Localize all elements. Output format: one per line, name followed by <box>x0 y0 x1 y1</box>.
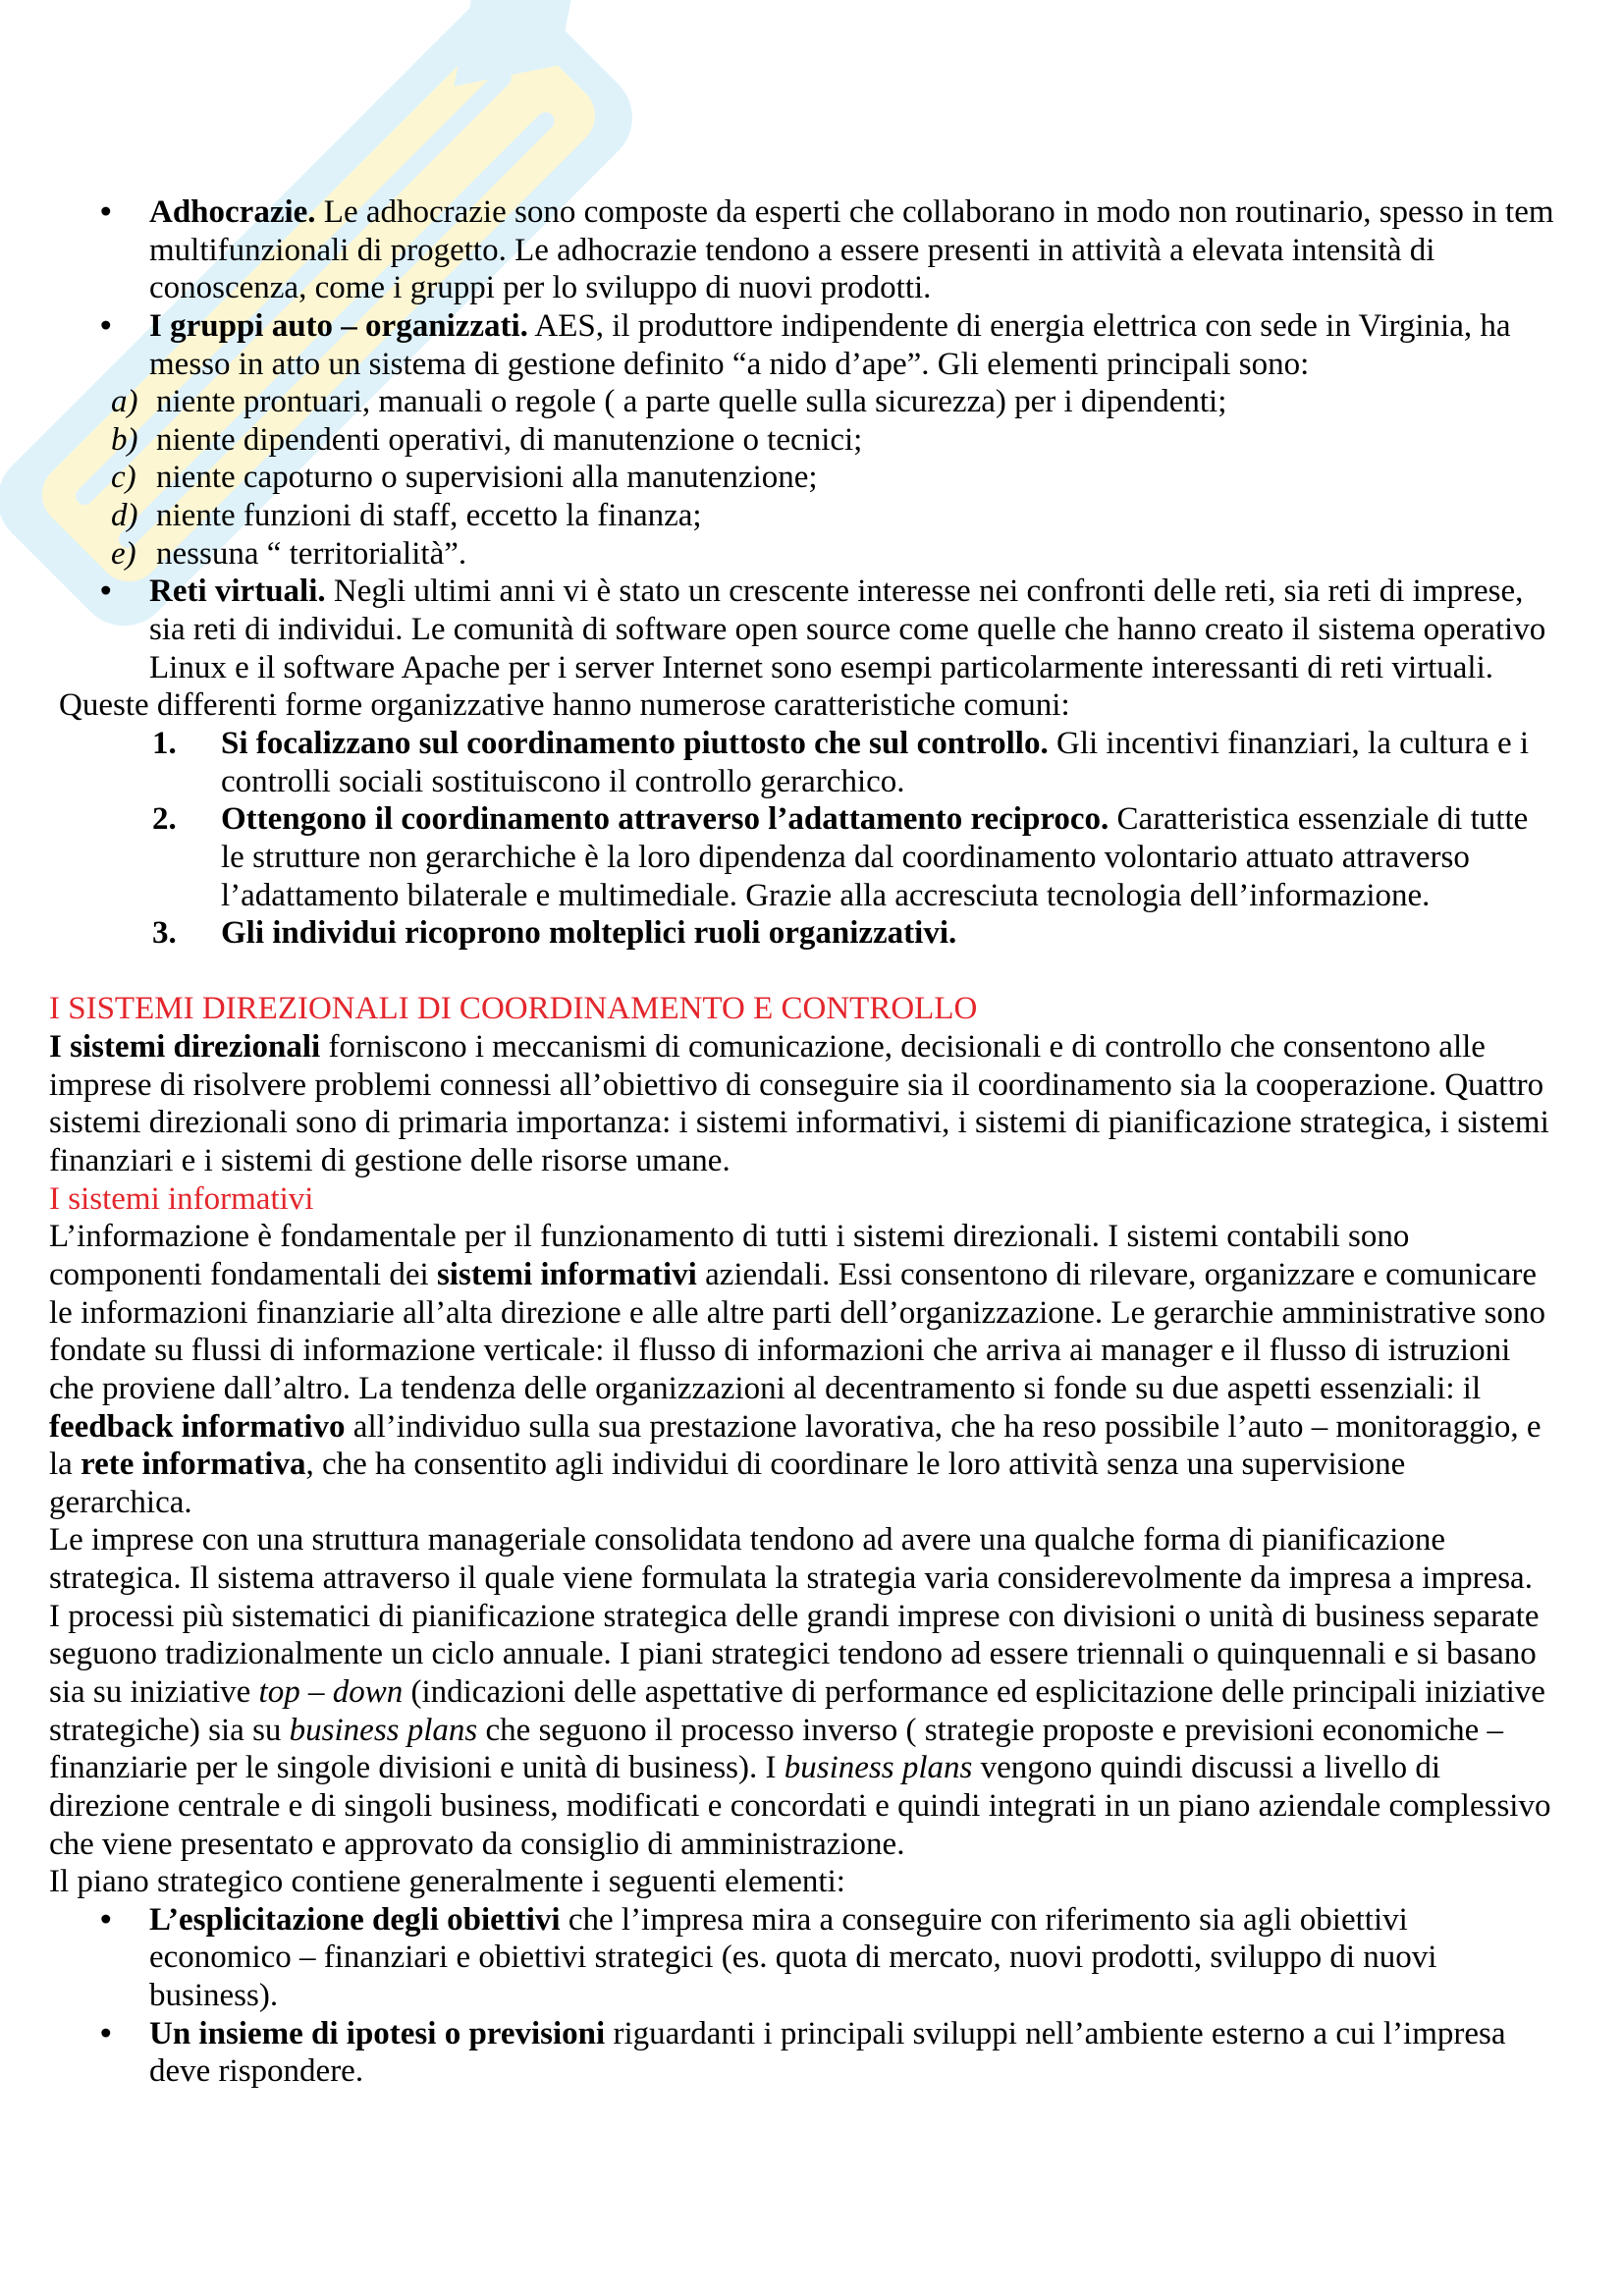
text-segment: l’adattamento bilaterale e multimediale. Grazie alla accresciuta tecnologia dell’informazione. <box>221 877 1431 913</box>
text-segment: nessuna “ territorialità”. <box>156 535 467 572</box>
text-line <box>0 1256 1623 1294</box>
text-line <box>0 1142 1623 1180</box>
text-segment: niente capoturno o supervisioni alla manutenzione; <box>156 460 818 496</box>
text-segment: sia su iniziative <box>49 1673 259 1710</box>
bullet-icon: • <box>100 194 112 230</box>
term-adhocrazie: Adhocrazie. <box>149 194 316 230</box>
text-segment: che l’impresa mira a conseguire con riferimento sia agli obiettivi <box>560 1901 1408 1938</box>
text-segment: le strutture non gerarchiche è la loro dipendenza dal coordinamento volontario attuato attraverso <box>221 839 1470 875</box>
text-segment: che seguono il processo inverso ( strategie proposte e previsioni economiche – <box>477 1712 1503 1748</box>
text-segment: messo in atto un sistema di gestione definito “a nido d’ape”. Gli elementi principali sono: <box>149 346 1310 382</box>
text-segment: L’informazione è fondamentale per il funzionamento di tutti i sistemi direzionali. I sistemi contabili sono <box>49 1219 1410 1255</box>
text-segment: (indicazioni delle aspettative di performance ed esplicitazione delle principali iniziative <box>403 1673 1545 1710</box>
text-segment: aziendali. Essi consentono di rilevare, organizzare e comunicare <box>696 1256 1538 1292</box>
text-segment: all’individuo sulla sua prestazione lavorativa, che ha reso possibile l’auto – monitoraggio, e <box>345 1408 1542 1445</box>
text-segment: economico – finanziari e obiettivi strategici (es. quota di mercato, nuovi prodotti, sviluppo di nuovi <box>149 1940 1437 1976</box>
text-segment: I processi più sistematici di pianificazione strategica delle grandi imprese con divisioni o unità di business separate <box>49 1598 1540 1634</box>
text-line <box>0 1484 1623 1522</box>
text-segment: componenti fondamentali dei <box>49 1256 437 1292</box>
text-line <box>0 1598 1623 1636</box>
text-segment: Le adhocrazie sono composte da esperti che collaborano in modo non routinario, spesso in tem <box>315 194 1554 230</box>
term-ipotesi: Un insieme di ipotesi o previsioni <box>149 2015 606 2051</box>
text-segment: controlli sociali sostituiscono il controllo gerarchico. <box>221 763 905 799</box>
sub-list-item <box>0 459 1623 497</box>
emphasis-top-down: top – down <box>258 1673 404 1710</box>
text-segment: niente funzioni di staff, eccetto la finanza; <box>156 498 702 534</box>
text-segment: riguardanti i principali sviluppi nell’ambiente esterno a cui l’impresa <box>605 2015 1506 2051</box>
text-line <box>0 1559 1623 1598</box>
text-line <box>0 1408 1623 1447</box>
text-segment: deve rispondere. <box>149 2053 364 2090</box>
sub-list-item <box>0 535 1623 574</box>
section-heading <box>0 990 1623 1028</box>
text-segment: multifunzionali di progetto. Le adhocrazie tendono a essere presenti in attività a elevata intensità di <box>149 232 1435 268</box>
section-heading-text: I SISTEMI DIREZIONALI DI COORDINAMENTO E CONTROLLO <box>49 991 978 1027</box>
list-item-obiettivi <box>0 1901 1623 1940</box>
blank-line <box>0 953 1623 991</box>
term-obiettivi: L’esplicitazione degli obiettivi <box>149 1901 561 1938</box>
text-segment: forniscono i meccanismi di comunicazione, decisionali e di controllo che consentono alle <box>320 1029 1486 1066</box>
paragraph-intro <box>0 686 1623 725</box>
text-line <box>0 839 1623 877</box>
emphasis-business-plans: business plans <box>289 1712 478 1748</box>
item-number: 1. <box>152 725 177 761</box>
text-segment: Il piano strategico contiene generalmente i seguenti elementi: <box>49 1864 845 1900</box>
list-item-adhocrazie <box>0 193 1623 232</box>
text-line <box>0 1521 1623 1559</box>
text-line <box>0 1863 1623 1901</box>
text-segment: direzione centrale e di singoli business, modificati e concordati e quindi integrati in un piano aziendale complessivo <box>49 1787 1551 1824</box>
text-line <box>0 2052 1623 2091</box>
bullet-icon: • <box>100 2015 112 2051</box>
item-title: Ottengono il coordinamento attraverso l’adattamento reciproco. <box>221 801 1109 838</box>
text-segment: Linux e il software Apache per i server Internet sono esempi particolarmente interessanti di reti virtuali. <box>149 649 1494 685</box>
term-sistemi-direzionali: I sistemi direzionali <box>49 1029 321 1066</box>
text-segment: seguono tradizionalmente un ciclo annuale. I piani strategici tendono ad essere triennali o quinquennali e si basano <box>49 1636 1537 1672</box>
sub-list-item <box>0 497 1623 535</box>
text-segment: finanziarie per le singole divisioni e unità di business). I <box>49 1750 784 1786</box>
text-segment: la <box>49 1447 81 1483</box>
text-segment: business). <box>149 1978 279 2014</box>
bullet-icon: • <box>100 1901 112 1938</box>
item-number: 3. <box>152 915 177 952</box>
sub-list-label: c) <box>111 460 136 496</box>
item-number: 2. <box>152 801 177 838</box>
text-segment: gerarchica. <box>49 1484 192 1520</box>
term-reti: Reti virtuali. <box>149 574 326 610</box>
text-segment: sia reti di individui. Le comunità di software open source come quelle che hanno creato il sistema operativo <box>149 612 1546 648</box>
text-segment: AES, il produttore indipendente di energia elettrica con sede in Virginia, ha <box>527 307 1511 344</box>
text-segment: imprese di risolvere problemi connessi all’obiettivo di conseguire sia il coordinamento sia la cooperazione. Quattro <box>49 1066 1544 1103</box>
item-title: Gli individui ricoprono molteplici ruoli organizzativi. <box>221 915 957 952</box>
bullet-icon: • <box>100 307 112 344</box>
subsection-heading-text: I sistemi informativi <box>49 1180 314 1217</box>
text-line <box>0 1104 1623 1142</box>
text-line <box>0 1826 1623 1864</box>
bullet-icon: • <box>100 574 112 610</box>
text-segment: Le imprese con una struttura manageriale consolidata tendono ad avere una qualche forma di pianificazione <box>49 1522 1446 1558</box>
subsection-heading <box>0 1180 1623 1219</box>
text-line <box>0 1446 1623 1484</box>
sub-list-item <box>0 421 1623 460</box>
text-line <box>0 1673 1623 1712</box>
text-line <box>0 763 1623 801</box>
text-segment: sistemi direzionali sono di primaria importanza: i sistemi informativi, i sistemi di pianificazione strategica, i sistemi <box>49 1105 1549 1141</box>
document-body <box>0 193 1623 2091</box>
text-line <box>0 346 1623 384</box>
item-title: Si focalizzano sul coordinamento piuttosto che sul controllo. <box>221 725 1049 761</box>
text-segment: strategiche) sia su <box>49 1712 290 1748</box>
text-segment: le informazioni finanziarie all’alta direzione e alle altre parti dell’organizzazione. Le gerarchie amministrative sono <box>49 1294 1545 1331</box>
text-segment: Caratteristica essenziale di tutte <box>1109 801 1529 838</box>
text-line <box>0 1370 1623 1408</box>
text-line <box>0 1066 1623 1105</box>
numbered-item <box>0 725 1623 763</box>
text-segment: strategica. Il sistema attraverso il quale viene formulata la strategia varia considerevolmente da impresa a impresa. <box>49 1560 1533 1597</box>
text-segment: finanziari e i sistemi di gestione delle risorse umane. <box>49 1143 730 1179</box>
text-line <box>0 269 1623 307</box>
text-line <box>0 649 1623 687</box>
sub-list-label: b) <box>111 421 138 458</box>
text-line <box>0 1712 1623 1750</box>
text-line <box>0 1787 1623 1826</box>
text-line <box>0 1977 1623 2015</box>
text-segment: che proviene dall’altro. La tendenza delle organizzazioni al decentramento si fonde su due aspetti essenziali: il <box>49 1370 1482 1406</box>
text-line <box>0 1218 1623 1256</box>
text-line <box>0 1635 1623 1673</box>
text-segment: , che ha consentito agli individui di coordinare le loro attività senza una supervisione <box>305 1447 1406 1483</box>
numbered-item <box>0 800 1623 839</box>
sub-list-label: e) <box>111 535 136 572</box>
text-segment: conoscenza, come i gruppi per lo sviluppo di nuovi prodotti. <box>149 270 932 306</box>
term-rete-informativa: rete informativa <box>81 1447 306 1483</box>
list-item-ipotesi <box>0 2015 1623 2053</box>
text-segment: che viene presentato e approvato da consiglio di amministrazione. <box>49 1826 905 1862</box>
text-segment: niente prontuari, manuali o regole ( a parte quelle sulla sicurezza) per i dipendenti; <box>156 384 1227 420</box>
text-line <box>0 1332 1623 1370</box>
text-segment: fondate su flussi di informazione verticale: il flusso di informazioni che arriva ai manager e il flusso di istruzioni <box>49 1333 1511 1369</box>
text-line <box>0 232 1623 270</box>
text-segment: vengono quindi discussi a livello di <box>972 1750 1440 1786</box>
text-line <box>0 1939 1623 1977</box>
text-line <box>0 1028 1623 1066</box>
text-segment: Gli incentivi finanziari, la cultura e i <box>1048 725 1530 761</box>
text-segment: niente dipendenti operativi, di manutenzione o tecnici; <box>156 421 863 458</box>
text-line <box>0 1294 1623 1333</box>
term-feedback-informativo: feedback informativo <box>49 1408 346 1445</box>
text-line <box>0 1749 1623 1787</box>
sub-list-label: a) <box>111 384 138 420</box>
text-segment: Queste differenti forme organizzative hanno numerose caratteristiche comuni: <box>59 687 1070 724</box>
text-line <box>0 877 1623 915</box>
numbered-item <box>0 914 1623 953</box>
list-item-gruppi <box>0 307 1623 346</box>
list-item-reti <box>0 573 1623 611</box>
term-sistemi-informativi: sistemi informativi <box>436 1256 697 1292</box>
term-gruppi: I gruppi auto – organizzati. <box>149 307 528 344</box>
sub-list-label: d) <box>111 498 138 534</box>
sub-list-item <box>0 383 1623 421</box>
text-segment: Negli ultimi anni vi è stato un crescente interesse nei confronti delle reti, sia reti di imprese, <box>325 574 1524 610</box>
emphasis-business-plans: business plans <box>784 1750 973 1786</box>
text-line <box>0 611 1623 649</box>
